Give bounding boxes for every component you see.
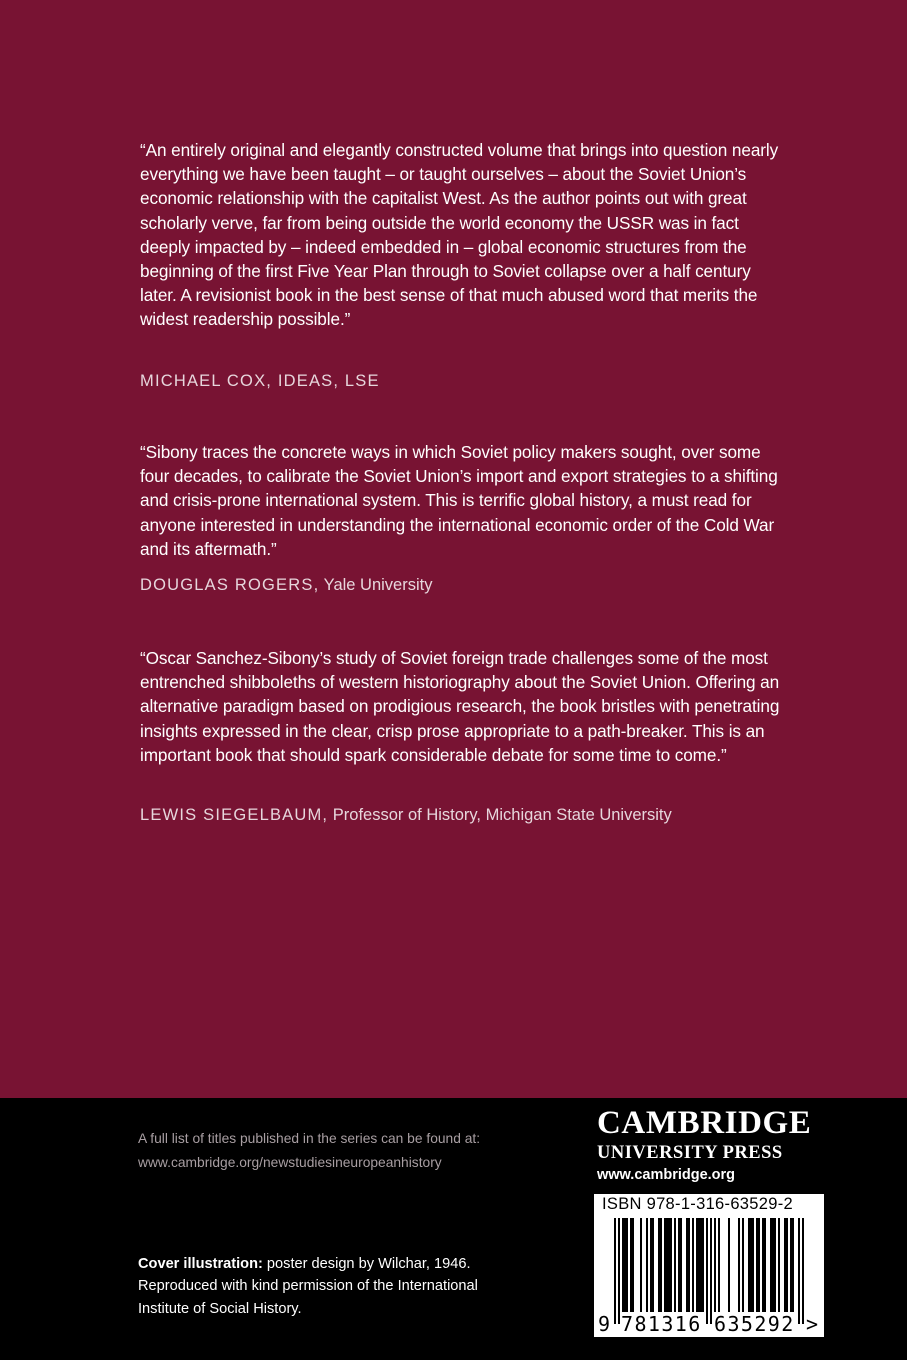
barcode-bar xyxy=(688,1218,690,1312)
barcode-trail-mark: > xyxy=(806,1312,820,1336)
review-quote-2: “Sibony traces the concrete ways in which Soviet policy makers sought, over some four decades, to calibrate the Soviet Union’s import and export strategies to a shifting and crisis-prone international system. This is terrific global history, a must read for anyone interested in understanding the international economic order of the Cold War and its aftermath.” xyxy=(140,442,778,559)
barcode-bar xyxy=(802,1218,804,1324)
barcode-bar xyxy=(664,1218,666,1312)
barcode-bar xyxy=(792,1218,794,1312)
review-attribution-3 xyxy=(140,804,840,826)
cover-illustration-label: Cover illustration: xyxy=(138,1256,263,1272)
barcode-bar xyxy=(784,1218,786,1312)
barcode-bar xyxy=(748,1218,750,1312)
barcode-bar xyxy=(618,1218,620,1324)
barcode-bar xyxy=(692,1218,694,1312)
reviewer-affiliation-3: Professor of History, Michigan State University xyxy=(328,806,672,824)
barcode-bar xyxy=(686,1218,688,1312)
reviewer-name-2: DOUGLAS ROGERS, xyxy=(140,576,320,594)
barcode-bar xyxy=(680,1218,682,1312)
cover-illustration-credit xyxy=(138,1253,498,1320)
barcode-bar xyxy=(790,1218,792,1312)
barcode-bar xyxy=(742,1218,744,1312)
barcode-bar xyxy=(702,1218,704,1312)
barcode-bar xyxy=(778,1218,780,1312)
barcode-bar xyxy=(658,1218,660,1312)
barcode-bar xyxy=(650,1218,652,1312)
barcode-bar xyxy=(670,1218,672,1312)
review-attribution-2 xyxy=(140,574,840,596)
barcode-digits-right: 635292 xyxy=(714,1312,795,1336)
barcode-bar xyxy=(674,1218,676,1312)
barcode-bar xyxy=(624,1218,626,1312)
publisher-name: CAMBRIDGE xyxy=(597,1105,812,1141)
series-note xyxy=(138,1127,480,1174)
publisher-press: UNIVERSITY PRESS xyxy=(597,1143,783,1163)
isbn-label: ISBN 978-1-316-63529-2 xyxy=(602,1195,793,1213)
cover-illustration-text: poster design by Wilchar, 1946. Reproduced with kind permission of the International Institute of Social History. xyxy=(138,1256,478,1317)
barcode-bar xyxy=(752,1218,754,1312)
barcode-bar xyxy=(668,1218,670,1312)
barcode-bar xyxy=(774,1218,776,1312)
reviewer-name-3: LEWIS SIEGELBAUM, xyxy=(140,806,329,824)
publisher-logo xyxy=(597,1103,827,1187)
barcode-bar xyxy=(666,1218,668,1312)
barcode-bar xyxy=(696,1218,698,1312)
isbn-barcode xyxy=(594,1194,824,1337)
barcode-lead-digit: 9 xyxy=(598,1312,612,1336)
review-attribution-1 xyxy=(140,370,840,392)
barcode-bar xyxy=(772,1218,774,1312)
barcode-bar xyxy=(718,1218,720,1312)
reviewer-affiliation-2: Yale University xyxy=(319,576,433,594)
barcode-bar xyxy=(758,1218,760,1312)
review-quote-1: “An entirely original and elegantly constructed volume that brings into question nearly everything we have been taught – or taught ourselves – about the Soviet Union’s economic relationship with the capitalist West. As the author points out with great scholarly verve, far from being outside the world economy the USSR was in fact deeply impacted by – indeed embedded in – global economic structures from the beginning of the first Five Year Plan through to Soviet collapse over a half century later. A revisionist book in the best sense of that much abused word that merits the widest readership possible.” xyxy=(140,140,779,330)
barcode-bar xyxy=(614,1218,616,1324)
review-quote-3: “Oscar Sanchez-Sibony’s study of Soviet foreign trade challenges some of the most entrenched shibboleths of western historiography about the Soviet Union. Offering an alternative paradigm based on prodigious research, the book bristles with penetrating insights expressed in the clear, crisp prose appropriate to a path-breaker. This is an important book that should spark considerable debate for some time to come.” xyxy=(140,648,780,765)
barcode-bar xyxy=(652,1218,654,1312)
barcode-bar xyxy=(770,1218,772,1312)
barcode-bar xyxy=(646,1218,648,1312)
barcode-bar xyxy=(798,1218,800,1324)
barcode-bar xyxy=(640,1218,642,1312)
barcode-bar xyxy=(738,1218,740,1312)
barcode-bar xyxy=(706,1218,708,1324)
series-url: www.cambridge.org/newstudiesineuropeanhistory xyxy=(138,1154,442,1170)
barcode-digits-left: 781316 xyxy=(621,1312,702,1336)
barcode-bar xyxy=(710,1218,712,1324)
barcode-bar xyxy=(750,1218,752,1312)
barcode-bar xyxy=(728,1218,730,1312)
barcode-bar xyxy=(678,1218,680,1312)
barcode-bar xyxy=(700,1218,702,1312)
barcode-bar xyxy=(786,1218,788,1312)
barcode-bar xyxy=(660,1218,662,1312)
barcode-bar xyxy=(630,1218,632,1312)
publisher-url: www.cambridge.org xyxy=(597,1167,736,1183)
barcode-bar xyxy=(622,1218,624,1312)
barcode-bar xyxy=(764,1218,766,1312)
barcode-bar xyxy=(756,1218,758,1312)
barcode-bar xyxy=(626,1218,628,1312)
barcode-bar xyxy=(762,1218,764,1312)
barcode-bar xyxy=(632,1218,634,1312)
barcode-bar xyxy=(714,1218,716,1312)
series-note-text: A full list of titles published in the series can be found at: xyxy=(138,1131,481,1146)
barcode-bar xyxy=(698,1218,700,1312)
reviewer-name-1: MICHAEL COX, IDEAS, LSE xyxy=(140,372,380,390)
